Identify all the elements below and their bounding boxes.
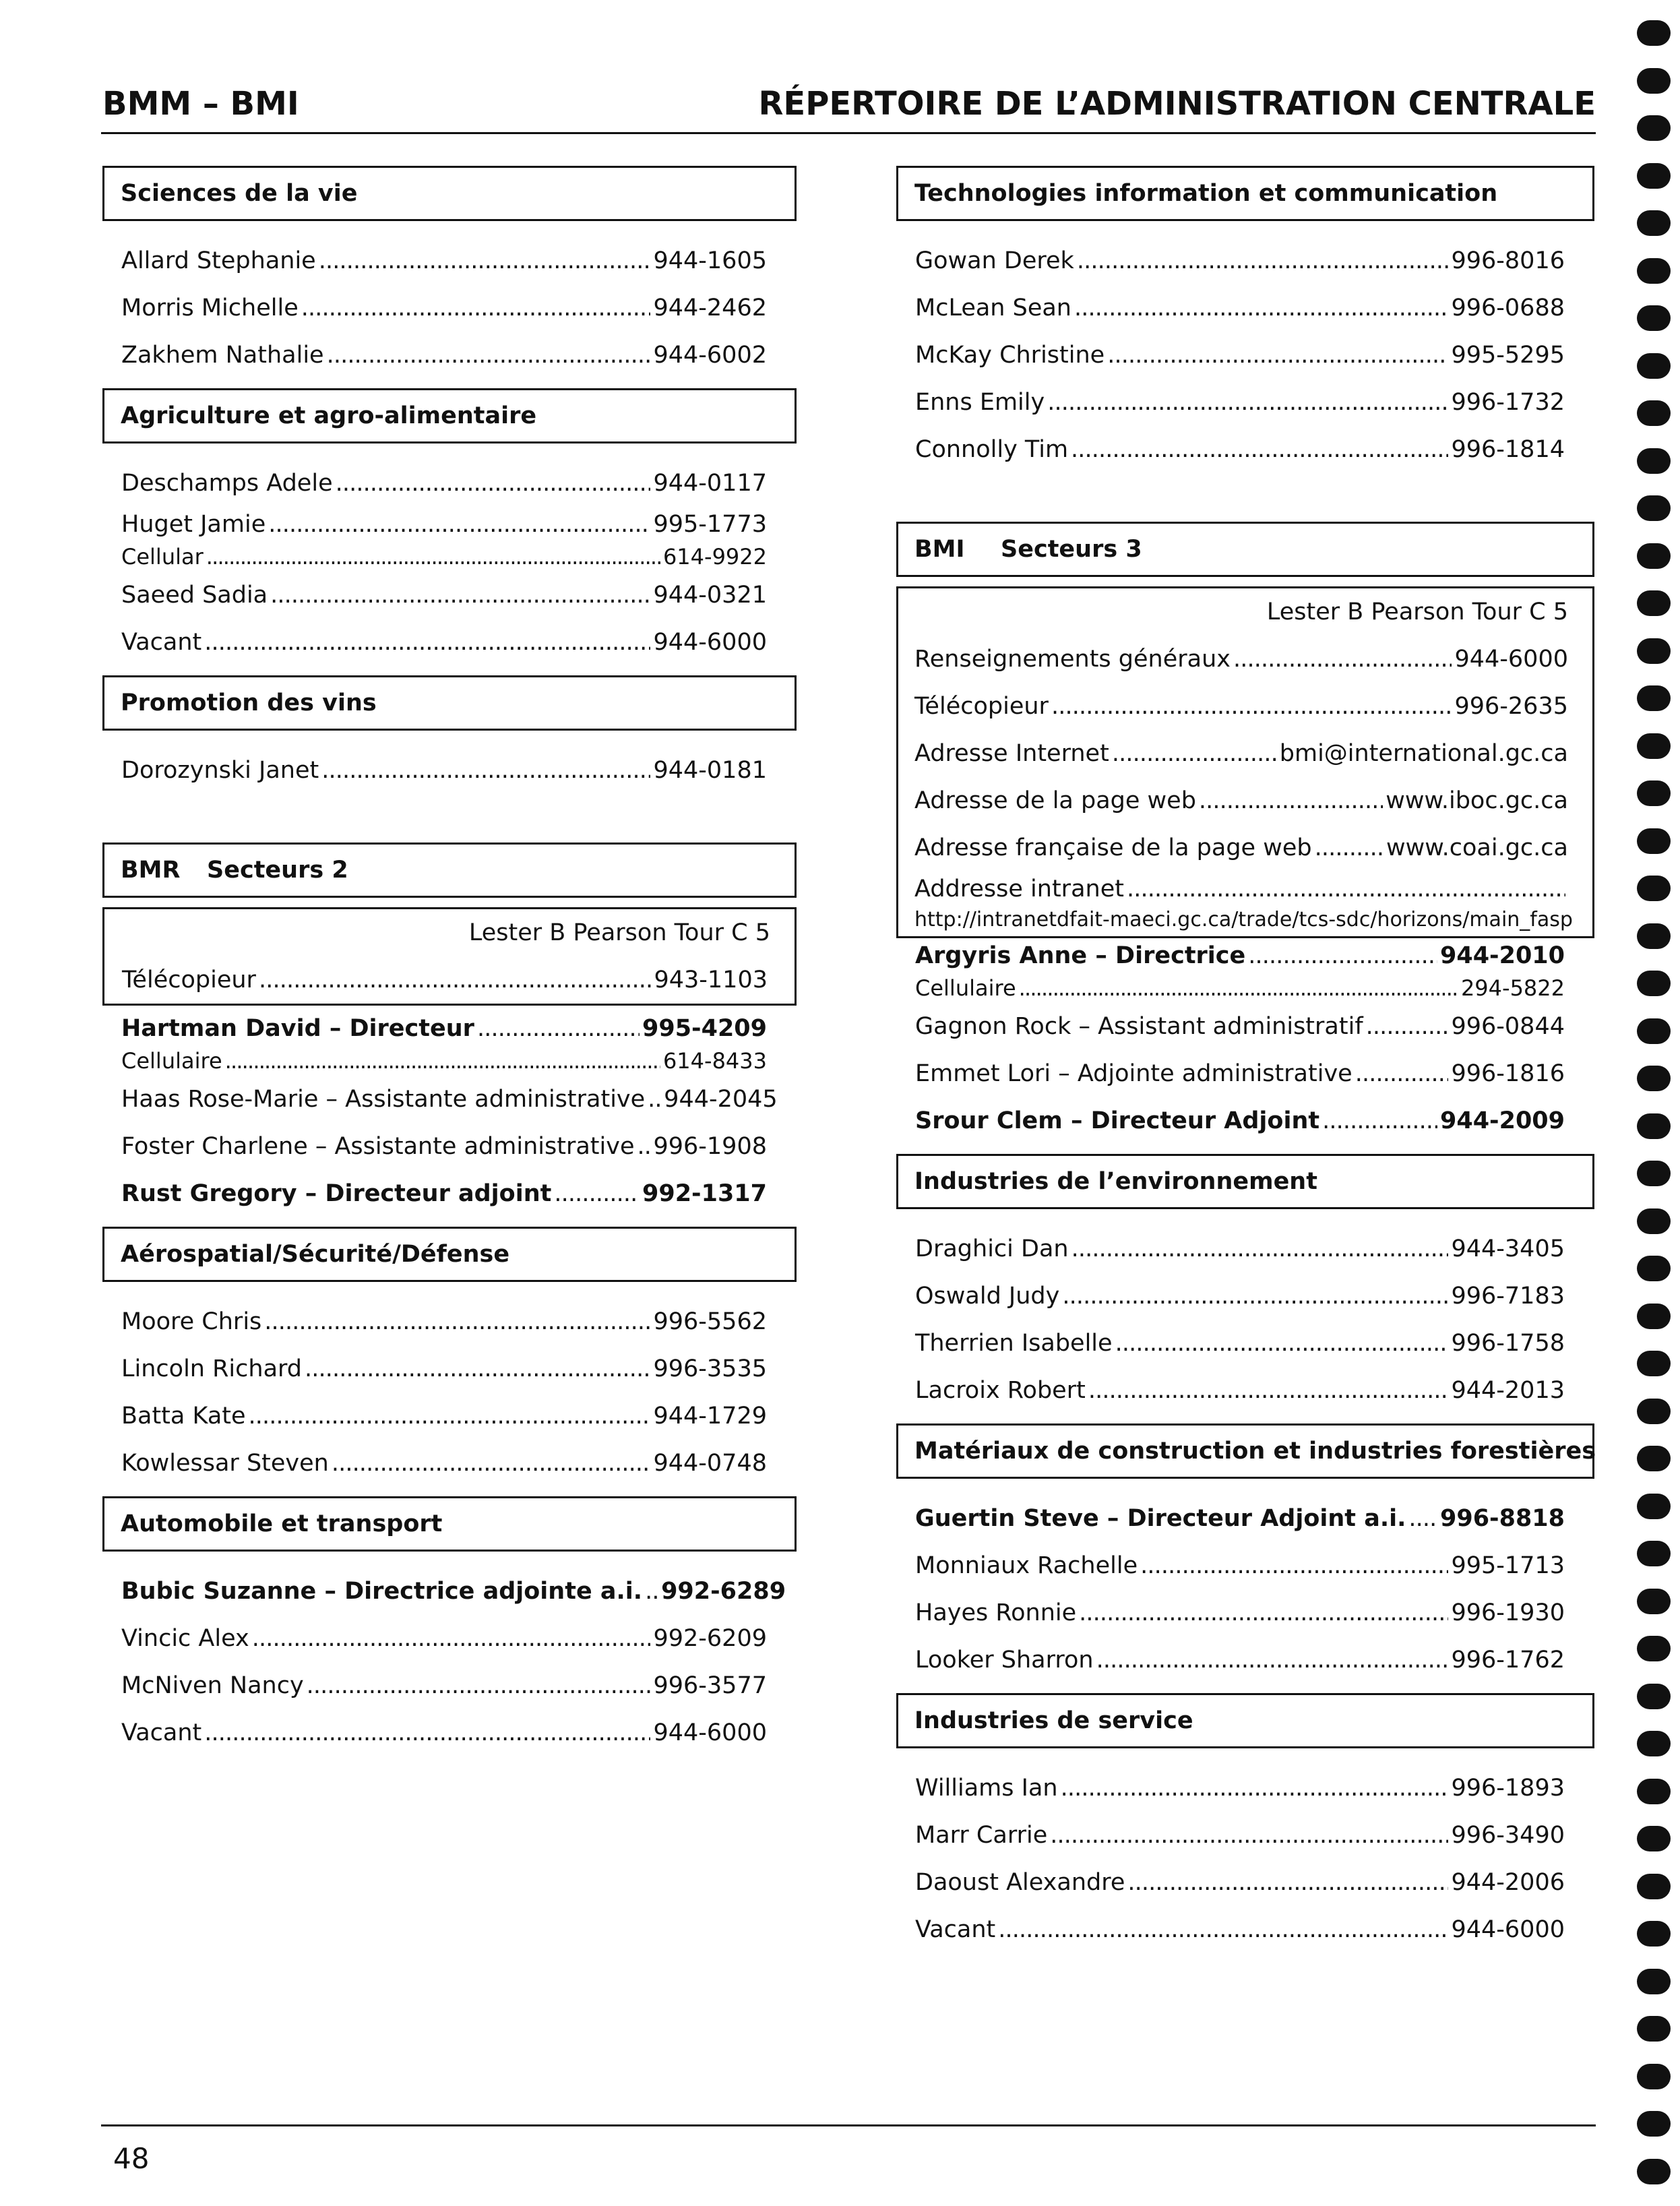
entry-name: Bubic Suzanne – Directrice adjointe a.i. xyxy=(121,1578,643,1605)
entry-name: Haas Rose-Marie – Assistante administrative xyxy=(121,1086,646,1113)
binding-hole xyxy=(1637,1921,1671,1947)
section-header: Aérospatial/Sécurité/Défense xyxy=(102,1227,797,1282)
binding-hole xyxy=(1637,543,1671,569)
entry-phone: 944-2013 xyxy=(1451,1377,1565,1404)
right-column xyxy=(896,166,1594,1953)
section-header: Matériaux de construction et industries forestières xyxy=(896,1423,1594,1479)
section-header: Industries de l’environnement xyxy=(896,1154,1594,1209)
list-item xyxy=(102,572,797,619)
binding-hole xyxy=(1637,210,1671,236)
entry-phone: 996-3490 xyxy=(1451,1822,1565,1849)
entry-phone: 614-9922 xyxy=(662,544,767,570)
list-item xyxy=(102,1011,797,1046)
binding-hole xyxy=(1637,20,1671,46)
entry-phone: 294-5822 xyxy=(1460,975,1565,1001)
info-label: Adresse française de la page web xyxy=(914,834,1312,861)
entry-phone: 996-0688 xyxy=(1451,295,1565,321)
entry-name: Allard Stephanie xyxy=(121,247,316,274)
binding-hole xyxy=(1637,2159,1671,2184)
entry-name: Huget Jamie xyxy=(121,511,266,538)
info-label: Adresse de la page web xyxy=(914,787,1196,814)
list-item xyxy=(896,1273,1594,1320)
entry-phone: 992-6289 xyxy=(661,1578,786,1605)
location: Lester B Pearson Tour C 5 xyxy=(1266,599,1568,625)
entry-phone: 944-6000 xyxy=(653,1719,767,1746)
header-rule xyxy=(101,132,1596,134)
entry-name: Gowan Derek xyxy=(915,247,1074,274)
binding-hole xyxy=(1637,115,1671,141)
entry-phone: 944-2006 xyxy=(1451,1869,1565,1896)
list-item xyxy=(896,1320,1594,1367)
entry-name: Argyris Anne – Directrice xyxy=(915,942,1246,969)
list-item xyxy=(102,542,797,572)
list-item xyxy=(102,1076,797,1123)
header-left: BMM – BMI xyxy=(102,85,299,123)
entry-name: Oswald Judy xyxy=(915,1283,1060,1310)
binding-hole xyxy=(1637,1494,1671,1519)
binding-hole xyxy=(1637,2016,1671,2042)
list-item xyxy=(102,1298,797,1345)
binding-hole xyxy=(1637,495,1671,521)
section-header: Industries de service xyxy=(896,1693,1594,1748)
section-list xyxy=(102,237,797,379)
entry-phone: 996-1893 xyxy=(1451,1775,1565,1802)
entry-phone: 995-4209 xyxy=(642,1015,767,1042)
entry-phone: 996-1816 xyxy=(1451,1060,1565,1087)
fax-number: 943-1103 xyxy=(654,967,768,993)
binding-hole xyxy=(1637,590,1671,616)
section-header-bmi xyxy=(896,522,1594,577)
entry-phone: 995-5295 xyxy=(1451,342,1565,369)
list-item xyxy=(896,1003,1594,1050)
entry-phone: 996-1762 xyxy=(1451,1647,1565,1674)
list-item xyxy=(896,237,1594,284)
entry-name: Vacant xyxy=(915,1916,996,1943)
binding-hole xyxy=(1637,1446,1671,1471)
binding-hole xyxy=(1637,780,1671,806)
bmi-info-box xyxy=(896,586,1594,938)
binding-hole xyxy=(1637,828,1671,854)
binding-hole xyxy=(1637,1779,1671,1804)
binding-hole xyxy=(1637,1018,1671,1044)
entry-name: Rust Gregory – Directeur adjoint xyxy=(121,1180,552,1207)
entry-phone: 944-3405 xyxy=(1451,1235,1565,1262)
section-code: BMR xyxy=(121,857,181,884)
entry-phone: 944-6000 xyxy=(653,629,767,656)
binding-hole xyxy=(1637,685,1671,711)
entry-phone: 992-6209 xyxy=(653,1625,767,1652)
list-item xyxy=(896,1050,1594,1097)
entry-name: Cellulaire xyxy=(121,1048,222,1074)
entry-name: Kowlessar Steven xyxy=(121,1450,329,1477)
fax-label: Télécopieur xyxy=(122,967,256,993)
entry-name: Looker Sharron xyxy=(915,1647,1094,1674)
entry-name: Draghici Dan xyxy=(915,1235,1069,1262)
entry-name: Dorozynski Janet xyxy=(121,757,319,784)
entry-name: Connolly Tim xyxy=(915,436,1069,463)
binding-hole xyxy=(1637,2064,1671,2089)
list-item xyxy=(102,1440,797,1487)
list-item xyxy=(896,1812,1594,1859)
entry-phone: 944-2009 xyxy=(1440,1107,1565,1134)
section-title: Secteurs 3 xyxy=(1001,536,1142,563)
entry-phone: 996-1908 xyxy=(653,1133,767,1160)
entry-phone: 944-0117 xyxy=(653,470,767,497)
info-label: Addresse intranet xyxy=(914,876,1124,902)
entry-phone: 996-5562 xyxy=(653,1308,767,1335)
binding-hole xyxy=(1637,1589,1671,1614)
entry-phone: 944-0181 xyxy=(653,757,767,784)
binding-hole xyxy=(1637,1969,1671,1994)
binding-hole xyxy=(1637,1066,1671,1091)
entry-name: Monniaux Rachelle xyxy=(915,1552,1138,1579)
list-item xyxy=(102,237,797,284)
list-item xyxy=(102,1709,797,1756)
entry-phone: 996-1930 xyxy=(1451,1599,1565,1626)
list-item xyxy=(102,1046,797,1076)
list-item xyxy=(896,1367,1594,1414)
info-row xyxy=(898,871,1592,907)
list-item xyxy=(102,1170,797,1217)
binding-hole xyxy=(1637,448,1671,474)
binding-hole xyxy=(1637,1541,1671,1566)
list-item xyxy=(102,1123,797,1170)
list-item xyxy=(896,332,1594,379)
header-right: RÉPERTOIRE DE L’ADMINISTRATION CENTRALE xyxy=(758,85,1596,123)
list-item xyxy=(896,1906,1594,1953)
entry-name: Deschamps Adele xyxy=(121,470,333,497)
entry-name: Enns Emily xyxy=(915,389,1045,416)
entry-phone: 944-2462 xyxy=(653,295,767,321)
page-number: 48 xyxy=(113,2142,150,2175)
entry-name: Morris Michelle xyxy=(121,295,299,321)
entry-phone: 944-0748 xyxy=(653,1450,767,1477)
binding-hole xyxy=(1637,971,1671,996)
binding-hole xyxy=(1637,258,1671,284)
entry-name: Moore Chris xyxy=(121,1308,262,1335)
list-item xyxy=(896,1542,1594,1589)
section-header: Technologies information et communication xyxy=(896,166,1594,221)
info-value: 996-2635 xyxy=(1454,693,1568,720)
list-item xyxy=(102,1392,797,1440)
list-item xyxy=(102,332,797,379)
info-value: www.coai.gc.ca xyxy=(1386,834,1568,861)
entry-name: Emmet Lori – Adjointe administrative xyxy=(915,1060,1352,1087)
entry-name: Cellulaire xyxy=(915,975,1016,1001)
entry-name: Vacant xyxy=(121,629,202,656)
binding-hole xyxy=(1637,733,1671,759)
binding-hole xyxy=(1637,353,1671,379)
entry-name: McNiven Nancy xyxy=(121,1672,304,1699)
list-item xyxy=(102,460,797,507)
left-column xyxy=(102,166,797,1756)
entry-phone: 944-1605 xyxy=(653,247,767,274)
list-item xyxy=(102,1568,797,1615)
binding-hole xyxy=(1637,163,1671,189)
info-row xyxy=(898,683,1592,730)
entry-phone: 944-0321 xyxy=(653,582,767,609)
entry-name: Srour Clem – Directeur Adjoint xyxy=(915,1107,1320,1134)
entry-name: Hayes Ronnie xyxy=(915,1599,1077,1626)
entry-phone: 992-1317 xyxy=(642,1180,767,1207)
info-row xyxy=(898,730,1592,777)
entry-phone: 614-8433 xyxy=(662,1048,767,1074)
binding-hole xyxy=(1637,1874,1671,1899)
entry-phone: 995-1773 xyxy=(653,511,767,538)
info-value: 944-6000 xyxy=(1454,646,1568,673)
section-code: BMI xyxy=(914,536,965,563)
list-item xyxy=(896,1636,1594,1684)
list-item xyxy=(102,284,797,332)
binding-hole xyxy=(1637,1351,1671,1376)
info-value: www.iboc.gc.ca xyxy=(1386,787,1568,814)
info-row xyxy=(898,824,1592,871)
list-item xyxy=(896,284,1594,332)
list-item xyxy=(896,1589,1594,1636)
list-item xyxy=(896,1097,1594,1144)
location: Lester B Pearson Tour C 5 xyxy=(468,919,770,946)
entry-phone: 944-6002 xyxy=(653,342,767,369)
entry-phone: 996-8016 xyxy=(1451,247,1565,274)
binding-hole xyxy=(1637,400,1671,426)
binding-hole xyxy=(1637,1256,1671,1281)
entry-name: Therrien Isabelle xyxy=(915,1330,1113,1357)
info-value: bmi@international.gc.ca xyxy=(1279,740,1568,767)
binding-hole xyxy=(1637,2111,1671,2137)
entry-name: Vacant xyxy=(121,1719,202,1746)
info-row xyxy=(898,636,1592,683)
binding-hole xyxy=(1637,1636,1671,1661)
section-header-bmr xyxy=(102,842,797,898)
binding-hole xyxy=(1637,1208,1671,1234)
entry-phone: 996-1814 xyxy=(1451,436,1565,463)
list-item xyxy=(102,1615,797,1662)
binding-hole xyxy=(1637,1113,1671,1139)
binding-hole xyxy=(1637,305,1671,331)
entry-name: Daoust Alexandre xyxy=(915,1869,1125,1896)
binding-hole xyxy=(1637,1826,1671,1851)
footer-rule xyxy=(101,2124,1596,2126)
list-item xyxy=(896,973,1594,1003)
list-item xyxy=(896,1495,1594,1542)
entry-phone: 996-1732 xyxy=(1451,389,1565,416)
entry-phone: 995-1713 xyxy=(1451,1552,1565,1579)
entry-name: Marr Carrie xyxy=(915,1822,1048,1849)
list-item xyxy=(102,619,797,666)
intranet-url[interactable]: http://intranetdfait-maeci.gc.ca/trade/tcs-sdc/horizons/main_fasp xyxy=(914,908,1573,931)
info-row xyxy=(898,777,1592,824)
binding-hole xyxy=(1637,923,1671,949)
entry-name: Lincoln Richard xyxy=(121,1355,303,1382)
entry-phone: 996-0844 xyxy=(1451,1013,1565,1040)
info-label: Télécopieur xyxy=(914,693,1049,720)
list-item xyxy=(102,1345,797,1392)
section-title: Secteurs 2 xyxy=(207,857,348,884)
entry-name: Williams Ian xyxy=(915,1775,1058,1802)
section-header: Automobile et transport xyxy=(102,1496,797,1552)
entry-name: Batta Kate xyxy=(121,1403,246,1430)
list-item xyxy=(102,507,797,542)
list-item xyxy=(896,1859,1594,1906)
bmr-info-box xyxy=(102,907,797,1006)
entry-name: McKay Christine xyxy=(915,342,1105,369)
entry-name: Saeed Sadia xyxy=(121,582,268,609)
entry-phone: 944-6000 xyxy=(1451,1916,1565,1943)
list-item xyxy=(896,1225,1594,1273)
list-item xyxy=(896,938,1594,973)
list-item xyxy=(102,747,797,794)
entry-phone: 996-3535 xyxy=(653,1355,767,1382)
entry-phone: 996-7183 xyxy=(1451,1283,1565,1310)
info-label: Renseignements généraux xyxy=(914,646,1231,673)
entry-name: McLean Sean xyxy=(915,295,1071,321)
entry-name: Foster Charlene – Assistante administrative xyxy=(121,1133,635,1160)
binding-hole xyxy=(1637,1304,1671,1329)
entry-name: Vincic Alex xyxy=(121,1625,249,1652)
list-item xyxy=(102,1662,797,1709)
info-label: Adresse Internet xyxy=(914,740,1109,767)
entry-phone: 996-8818 xyxy=(1440,1505,1565,1532)
entry-name: Cellular xyxy=(121,544,204,570)
list-item xyxy=(896,379,1594,426)
binding-hole xyxy=(1637,1684,1671,1709)
entry-phone: 944-1729 xyxy=(653,1403,767,1430)
section-header: Promotion des vins xyxy=(102,675,797,731)
binding-hole xyxy=(1637,1161,1671,1186)
list-item xyxy=(896,1765,1594,1812)
entry-name: Gagnon Rock – Assistant administratif xyxy=(915,1013,1363,1040)
fax-row xyxy=(104,956,795,1004)
entry-phone: 996-1758 xyxy=(1451,1330,1565,1357)
entry-name: Hartman David – Directeur xyxy=(121,1015,474,1042)
entry-phone: 944-2010 xyxy=(1440,942,1565,969)
entry-phone: 944-2045 xyxy=(664,1086,778,1113)
section-header: Sciences de la vie xyxy=(102,166,797,221)
binding-hole xyxy=(1637,68,1671,94)
entry-name: Zakhem Nathalie xyxy=(121,342,324,369)
entry-name: Lacroix Robert xyxy=(915,1377,1086,1404)
binding-hole xyxy=(1637,876,1671,901)
entry-name: Guertin Steve – Directeur Adjoint a.i. xyxy=(915,1505,1406,1532)
binding-hole xyxy=(1637,638,1671,664)
binding-hole xyxy=(1637,1731,1671,1756)
binding-holes xyxy=(1637,20,1672,2206)
list-item xyxy=(896,426,1594,473)
binding-hole xyxy=(1637,1399,1671,1424)
entry-phone: 996-3577 xyxy=(653,1672,767,1699)
section-header: Agriculture et agro-alimentaire xyxy=(102,388,797,443)
